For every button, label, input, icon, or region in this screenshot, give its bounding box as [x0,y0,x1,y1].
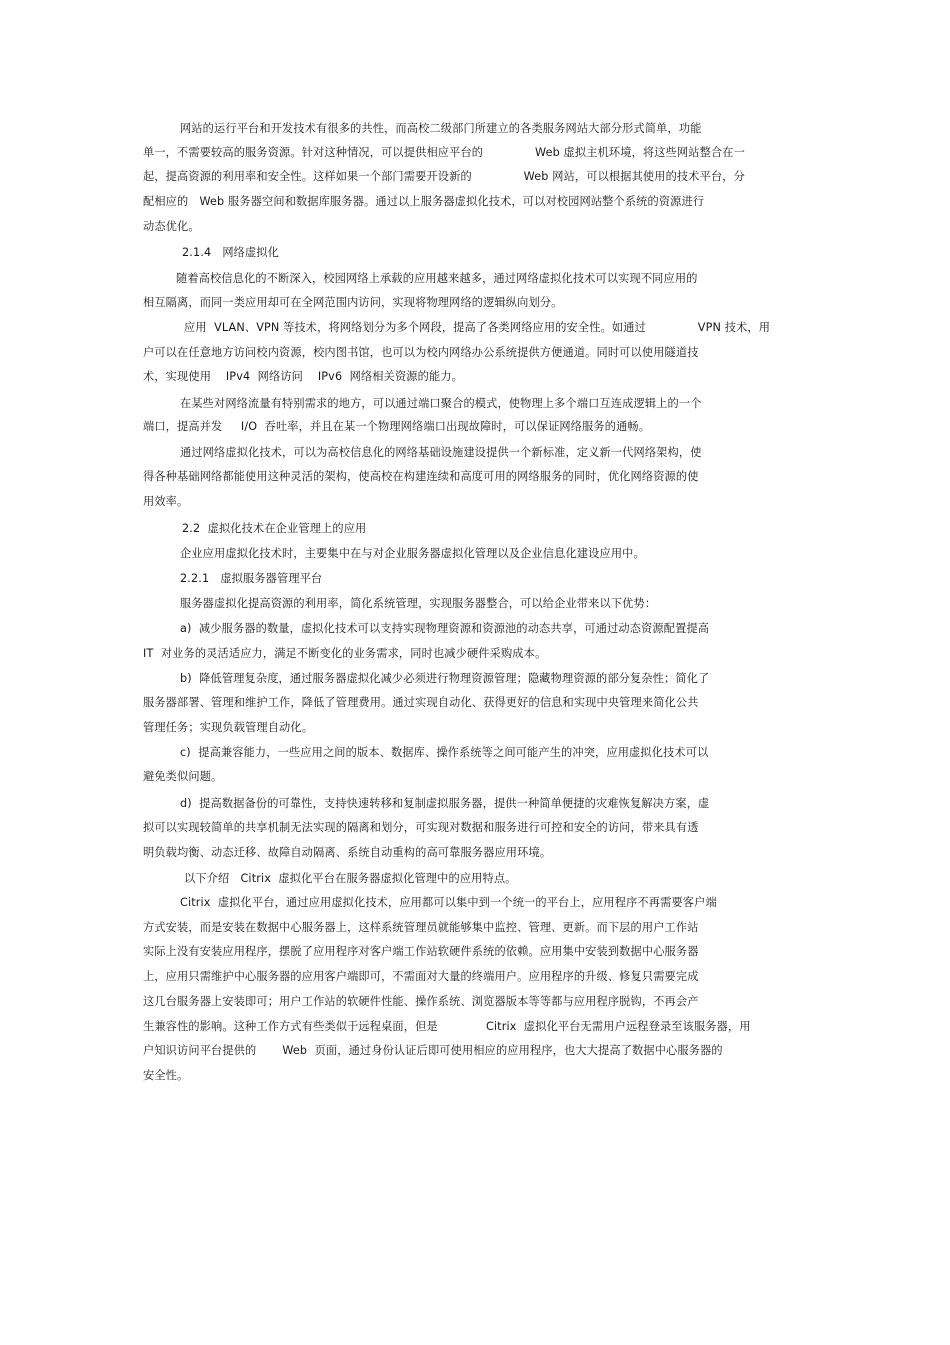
list-item-line: a) 减少服务器的数量，虚拟化技术可以支持实现物理资源和资源池的动态共享，可通过动态资源配置提高 [180,622,710,635]
list-item-line: b) 降低管理复杂度，通过服务器虚拟化减少必须进行物理资源管理；隐藏物理资源的部分复杂性；简化了 [180,672,710,685]
paragraph-line: 实际上没有安装应用程序，摆脱了应用程序对客户端工作站软硬件系统的依赖。应用集中安装到数据中心服务器 [143,945,699,958]
paragraph-line: 配相应的 Web 服务器空间和数据库服务器。通过以上服务器虚拟化技术，可以对校园网站整个系统的资源进行 [143,195,705,208]
paragraph-line: 企业应用虚拟化技术时，主要集中在与对企业服务器虚拟化管理以及企业信息化建设应用中。 [180,547,645,560]
paragraph-line: 上，应用只需维护中心服务器的应用客户端即可，不需面对大量的终端用户。应用程序的升级、修复只需要完成 [143,970,699,983]
list-item-line: 避免类似问题。 [143,770,223,783]
paragraph-line: 相互隔离，而同一类应用却可在全网范围内访问，实现将物理网络的逻辑纵向划分。 [143,296,563,309]
list-item-line: 服务器部署、管理和维护工作，降低了管理费用。通过实现自动化、获得更好的信息和实现中央管理来简化公共 [143,696,699,709]
list-item-line: 明负载均衡、动态迁移、故障自动隔离、系统自动重构的高可靠服务器应用环境。 [143,846,552,859]
paragraph-line: 单一，不需要较高的服务资源。针对这种情况，可以提供相应平台的 Web 虚拟主机环境，将这些网站整合在一 [143,146,745,159]
section-heading: 2.2 虚拟化技术在企业管理上的应用 [182,522,367,535]
paragraph-line: 通过网络虚拟化技术，可以为高校信息化的网络基础设施建设提供一个新标准，定义新一代网络架构，使 [180,446,702,459]
paragraph-line: 起，提高资源的利用率和安全性。这样如果一个部门需要开设新的 Web 网站，可以根据其使用的技术平台，分 [143,170,745,183]
paragraph-line: 端口，提高并发 I/O 吞吐率，并且在某一个物理网络端口出现故障时，可以保证网络服务的通畅。 [143,420,651,433]
paragraph-line: Citrix 虚拟化平台，通过应用虚拟化技术，应用都可以集中到一个统一的平台上，应用程序不再需要客户端 [180,896,717,909]
paragraph-line: 随着高校信息化的不断深入，校园网络上承载的应用越来越多，通过网络虚拟化技术可以实现不同应用的 [176,272,698,285]
paragraph-line: 方式安装，而是安装在数据中心服务器上，这样系统管理员就能够集中监控、管理、更新。而下层的用户工作站 [143,921,699,934]
paragraph-line: 安全性。 [143,1069,189,1082]
paragraph-line: 在某些对网络流量有特别需求的地方，可以通过端口聚合的模式，使物理上多个端口互连成逻辑上的一个 [180,397,702,410]
list-item-line: 拟可以实现较简单的共享机制无法实现的隔离和划分，可实现对数据和服务进行可控和安全的访问，带来具有透 [143,821,699,834]
paragraph-line: 得各种基础网络都能使用这种灵活的架构，使高校在构建连续和高度可用的网络服务的同时，优化网络资源的使 [143,470,699,483]
paragraph-line: 这几台服务器上安装即可；用户工作站的软硬件性能、操作系统、浏览器版本等等都与应用程序脱钩，不再会产 [143,995,699,1008]
list-item-line: IT 对业务的灵活适应力，满足不断变化的业务需求，同时也减少硬件采购成本。 [143,647,547,660]
paragraph-line: 动态优化。 [143,220,200,233]
paragraph-line: 户可以在任意地方访问校内资源，校内图书馆，也可以为校内网络办公系统提供方便通道。同时可以使用隧道技 [143,346,699,359]
list-item-line: d) 提高数据备份的可靠性，支持快速转移和复制虚拟服务器，提供一种简单便捷的灾难恢复解决方案，虚 [180,797,710,810]
paragraph-line: 术，实现使用 IPv4 网络访问 IPv6 网络相关资源的能力。 [143,370,463,383]
paragraph-line: 用效率。 [143,495,189,508]
paragraph-line: 服务器虚拟化提高资源的利用率，简化系统管理，实现服务器整合，可以给企业带来以下优势： [180,597,657,610]
section-heading: 2.1.4 网络虚拟化 [182,246,280,259]
section-heading: 2.2.1 虚拟服务器管理平台 [180,572,323,585]
paragraph-line: 以下介绍 Citrix 虚拟化平台在服务器虚拟化管理中的应用特点。 [184,872,517,885]
paragraph-line: 网站的运行平台和开发技术有很多的共性，而高校二级部门所建立的各类服务网站大部分形式简单，功能 [180,122,702,135]
list-item-line: 管理任务；实现负载管理自动化。 [143,721,314,734]
paragraph-line: 生兼容性的影响。这种工作方式有些类似于远程桌面，但是 Citrix 虚拟化平台无需用户远程登录至该服务器，用 [143,1020,751,1033]
paragraph-line: 户知识访问平台提供的 Web 页面，通过身份认证后即可使用相应的应用程序，也大大提高了数据中心服务器的 [143,1044,723,1057]
paragraph-line: 应用 VLAN、VPN 等技术，将网络划分为多个网段，提高了各类网络应用的安全性。如通过 VPN 技术，用 [184,321,771,334]
list-item-line: c) 提高兼容能力，一些应用之间的版本、数据库、操作系统等之间可能产生的冲突，应用虚拟化技术可以 [180,746,709,759]
